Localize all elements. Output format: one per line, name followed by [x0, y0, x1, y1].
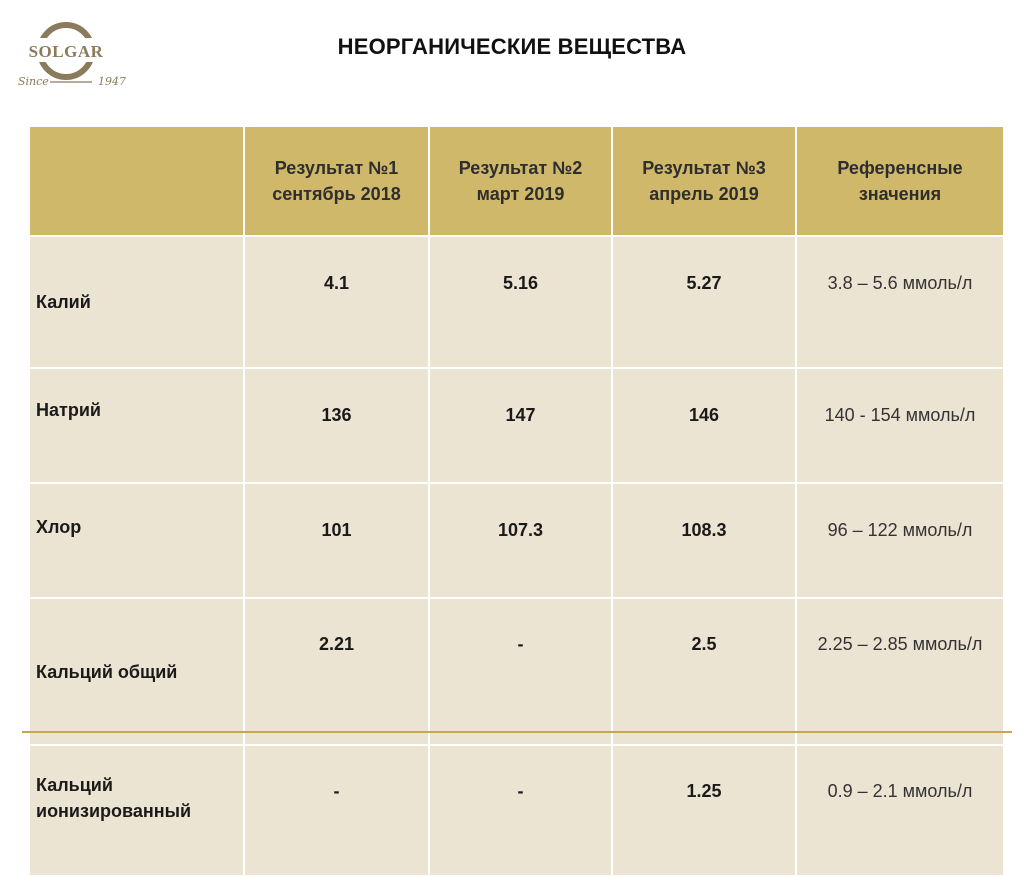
substance-name: Кальций ионизированный	[29, 745, 244, 876]
substance-name: Калий	[29, 236, 244, 368]
result-2-value: -	[429, 745, 612, 876]
reference-value: 140 - 154 ммоль/л	[796, 368, 1004, 483]
result-3-value: 1.25	[612, 745, 796, 876]
substance-name: Хлор	[29, 483, 244, 598]
table-header-row	[29, 126, 1004, 236]
svg-text:SOLGAR: SOLGAR	[28, 42, 104, 61]
reference-value: 96 – 122 ммоль/л	[796, 483, 1004, 598]
result-1-value: 101	[244, 483, 429, 598]
table-row	[29, 368, 1004, 483]
table-row	[29, 483, 1004, 598]
table-row	[29, 745, 1004, 876]
results-table	[28, 125, 1005, 877]
footer-divider	[22, 731, 1012, 733]
header-result-3: Результат №3 апрель 2019	[612, 126, 796, 236]
result-3-value: 5.27	[612, 236, 796, 368]
result-3-value: 2.5	[612, 598, 796, 745]
reference-value: 3.8 – 5.6 ммоль/л	[796, 236, 1004, 368]
result-2-value: -	[429, 598, 612, 745]
result-2-value: 107.3	[429, 483, 612, 598]
header-result-2: Результат №2 март 2019	[429, 126, 612, 236]
result-1-value: -	[244, 745, 429, 876]
table-row	[29, 236, 1004, 368]
result-2-value: 5.16	[429, 236, 612, 368]
header-reference: Референсные значения	[796, 126, 1004, 236]
table-row	[29, 598, 1004, 745]
substance-name: Кальций общий	[29, 598, 244, 745]
reference-value: 0.9 – 2.1 ммоль/л	[796, 745, 1004, 876]
result-3-value: 146	[612, 368, 796, 483]
reference-value: 2.25 – 2.85 ммоль/л	[796, 598, 1004, 745]
substance-name: Натрий	[29, 368, 244, 483]
header-result-1: Результат №1 сентябрь 2018	[244, 126, 429, 236]
header-substance	[29, 126, 244, 236]
result-3-value: 108.3	[612, 483, 796, 598]
page-title: НЕОРГАНИЧЕСКИЕ ВЕЩЕСТВА	[337, 34, 687, 59]
svg-text:1947: 1947	[98, 75, 126, 88]
result-1-value: 136	[244, 368, 429, 483]
result-1-value: 2.21	[244, 598, 429, 745]
result-2-value: 147	[429, 368, 612, 483]
svg-text:Since: Since	[18, 75, 49, 88]
result-1-value: 4.1	[244, 236, 429, 368]
